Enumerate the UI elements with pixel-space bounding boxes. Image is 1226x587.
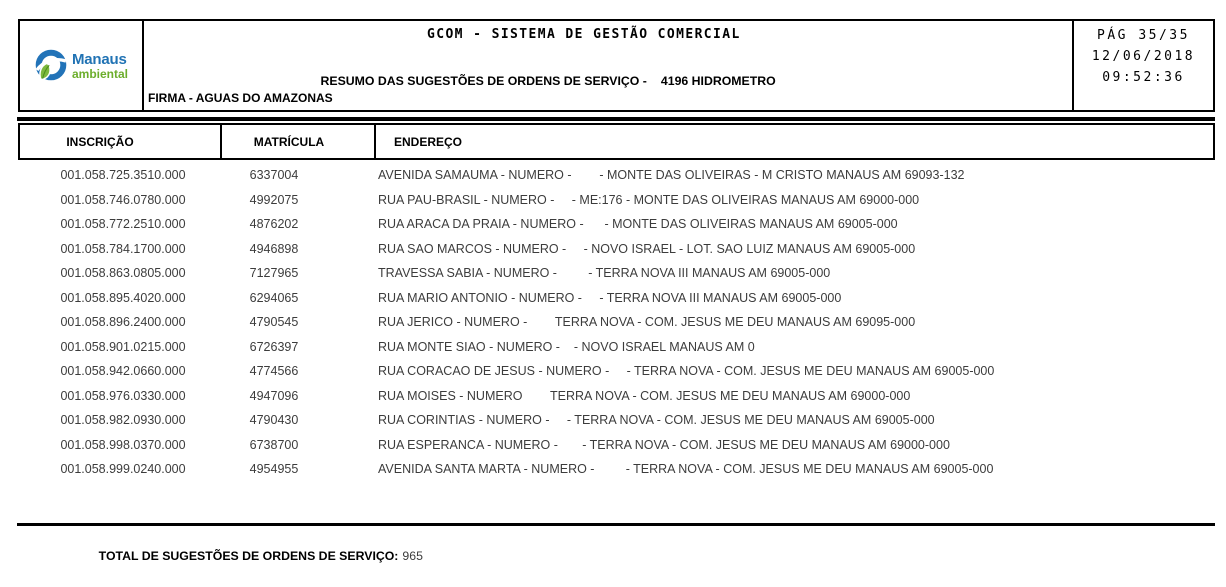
inscricao-value: 001.058.976.0330.000 xyxy=(60,388,186,403)
inscricao-value: 001.058.901.0215.000 xyxy=(60,339,186,354)
endereco-value: RUA CORACAO DE JESUS - NUMERO - - TERRA NOVA - COM. JESUS ME DEU MANAUS AM 69005-000 xyxy=(378,364,995,379)
matricula-value: 4876202 xyxy=(249,217,299,232)
matricula-value: 4790430 xyxy=(249,413,299,428)
endereco-value: RUA JERICO - NUMERO - TERRA NOVA - COM. JESUS ME DEU MANAUS AM 69095-000 xyxy=(378,315,916,330)
table-row xyxy=(18,163,1215,188)
endereco-value: RUA MARIO ANTONIO - NUMERO - - TERRA NOVA III MANAUS AM 69005-000 xyxy=(378,290,842,305)
inscricao-value: 001.058.746.0780.000 xyxy=(60,192,186,207)
endereco-value: RUA ESPERANCA - NUMERO - - TERRA NOVA - COM. JESUS ME DEU MANAUS AM 69000-000 xyxy=(378,437,950,452)
logo xyxy=(20,21,144,110)
report-title: GCOM - SISTEMA DE GESTÃO COMERCIAL xyxy=(427,27,741,42)
table-row xyxy=(18,237,1215,262)
inscricao-value: 001.058.784.1700.000 xyxy=(60,241,186,256)
table-row xyxy=(18,261,1215,286)
table-row xyxy=(18,433,1215,458)
inscricao-value: 001.058.772.2510.000 xyxy=(60,217,186,232)
endereco-value: RUA MOISES - NUMERO TERRA NOVA - COM. JESUS ME DEU MANAUS AM 69000-000 xyxy=(378,388,911,403)
endereco-value: AVENIDA SANTA MARTA - NUMERO - - TERRA NOVA - COM. JESUS ME DEU MANAUS AM 69005-000 xyxy=(378,462,994,477)
inscricao-value: 001.058.942.0660.000 xyxy=(60,364,186,379)
inscricao-value: 001.058.999.0240.000 xyxy=(60,462,186,477)
total-value: 965 xyxy=(402,549,423,563)
endereco-value: RUA MONTE SIAO - NUMERO - - NOVO ISRAEL MANAUS AM 0 xyxy=(378,339,755,354)
total-line xyxy=(85,535,423,577)
endereco-value: TRAVESSA SABIA - NUMERO - - TERRA NOVA III MANAUS AM 69005-000 xyxy=(378,266,831,281)
column-header-matricula: MATRÍCULA xyxy=(222,125,376,158)
table-row xyxy=(18,408,1215,433)
matricula-value: 4992075 xyxy=(249,192,299,207)
table-body xyxy=(18,163,1215,482)
endereco-value: RUA ARACA DA PRAIA - NUMERO - - MONTE DAS OLIVEIRAS MANAUS AM 69005-000 xyxy=(378,217,898,232)
table-header-row xyxy=(18,123,1215,160)
page-info-cell xyxy=(1072,21,1213,110)
table-row xyxy=(18,457,1215,482)
inscricao-value: 001.058.998.0370.000 xyxy=(60,437,186,452)
logo-name: Manaus xyxy=(71,50,127,68)
total-label: TOTAL DE SUGESTÕES DE ORDENS DE SERVIÇO: xyxy=(98,549,399,563)
inscricao-value: 001.058.863.0805.000 xyxy=(60,266,186,281)
endereco-value: AVENIDA SAMAUMA - NUMERO - - MONTE DAS OLIVEIRAS - M CRISTO MANAUS AM 69093-132 xyxy=(378,168,965,183)
report-subtitle xyxy=(300,60,776,102)
inscricao-value: 001.058.982.0930.000 xyxy=(60,413,186,428)
inscricao-value: 001.058.895.4020.000 xyxy=(60,290,186,305)
matricula-value: 4947096 xyxy=(249,388,299,403)
table-row xyxy=(18,310,1215,335)
matricula-value: 6738700 xyxy=(249,437,299,452)
matricula-value: 7127965 xyxy=(249,266,299,281)
subtitle-value: 4196 HIDROMETRO xyxy=(660,74,776,88)
firm-line: FIRMA - AGUAS DO AMAZONAS xyxy=(148,91,333,105)
table-row xyxy=(18,212,1215,237)
report-date: 12/06/2018 xyxy=(1091,49,1196,64)
manaus-ambiental-logo-icon xyxy=(34,49,68,83)
table-row xyxy=(18,384,1215,409)
table-top-rule xyxy=(17,117,1215,121)
inscricao-value: 001.058.896.2400.000 xyxy=(60,315,186,330)
endereco-value: RUA CORINTIAS - NUMERO - - TERRA NOVA - COM. JESUS ME DEU MANAUS AM 69005-000 xyxy=(378,413,935,428)
matricula-value: 4954955 xyxy=(249,462,299,477)
matricula-value: 6294065 xyxy=(249,290,299,305)
page-number: PÁG 35/35 xyxy=(1097,28,1190,43)
matricula-value: 6337004 xyxy=(249,168,299,183)
logo-wordmark xyxy=(72,52,128,80)
column-header-endereco: ENDEREÇO xyxy=(394,134,463,149)
endereco-value: RUA PAU-BRASIL - NUMERO - - ME:176 - MONTE DAS OLIVEIRAS MANAUS AM 69000-000 xyxy=(378,192,920,207)
matricula-value: 4774566 xyxy=(249,364,299,379)
table-row xyxy=(18,359,1215,384)
table-row xyxy=(18,335,1215,360)
matricula-value: 6726397 xyxy=(249,339,299,354)
table-row xyxy=(18,286,1215,311)
matricula-value: 4790545 xyxy=(249,315,299,330)
matricula-value: 4946898 xyxy=(249,241,299,256)
inscricao-value: 001.058.725.3510.000 xyxy=(60,168,186,183)
endereco-value: RUA SAO MARCOS - NUMERO - - NOVO ISRAEL - LOT. SAO LUIZ MANAUS AM 69005-000 xyxy=(378,241,916,256)
table-row xyxy=(18,188,1215,213)
footer-rule xyxy=(17,523,1215,526)
report-time: 09:52:36 xyxy=(1102,70,1185,85)
logo-tagline: ambiental xyxy=(71,66,128,81)
report-header xyxy=(18,19,1215,112)
subtitle-label: RESUMO DAS SUGESTÕES DE ORDENS DE SERVIÇO - xyxy=(320,74,647,88)
column-header-inscricao: INSCRIÇÃO xyxy=(20,125,222,158)
